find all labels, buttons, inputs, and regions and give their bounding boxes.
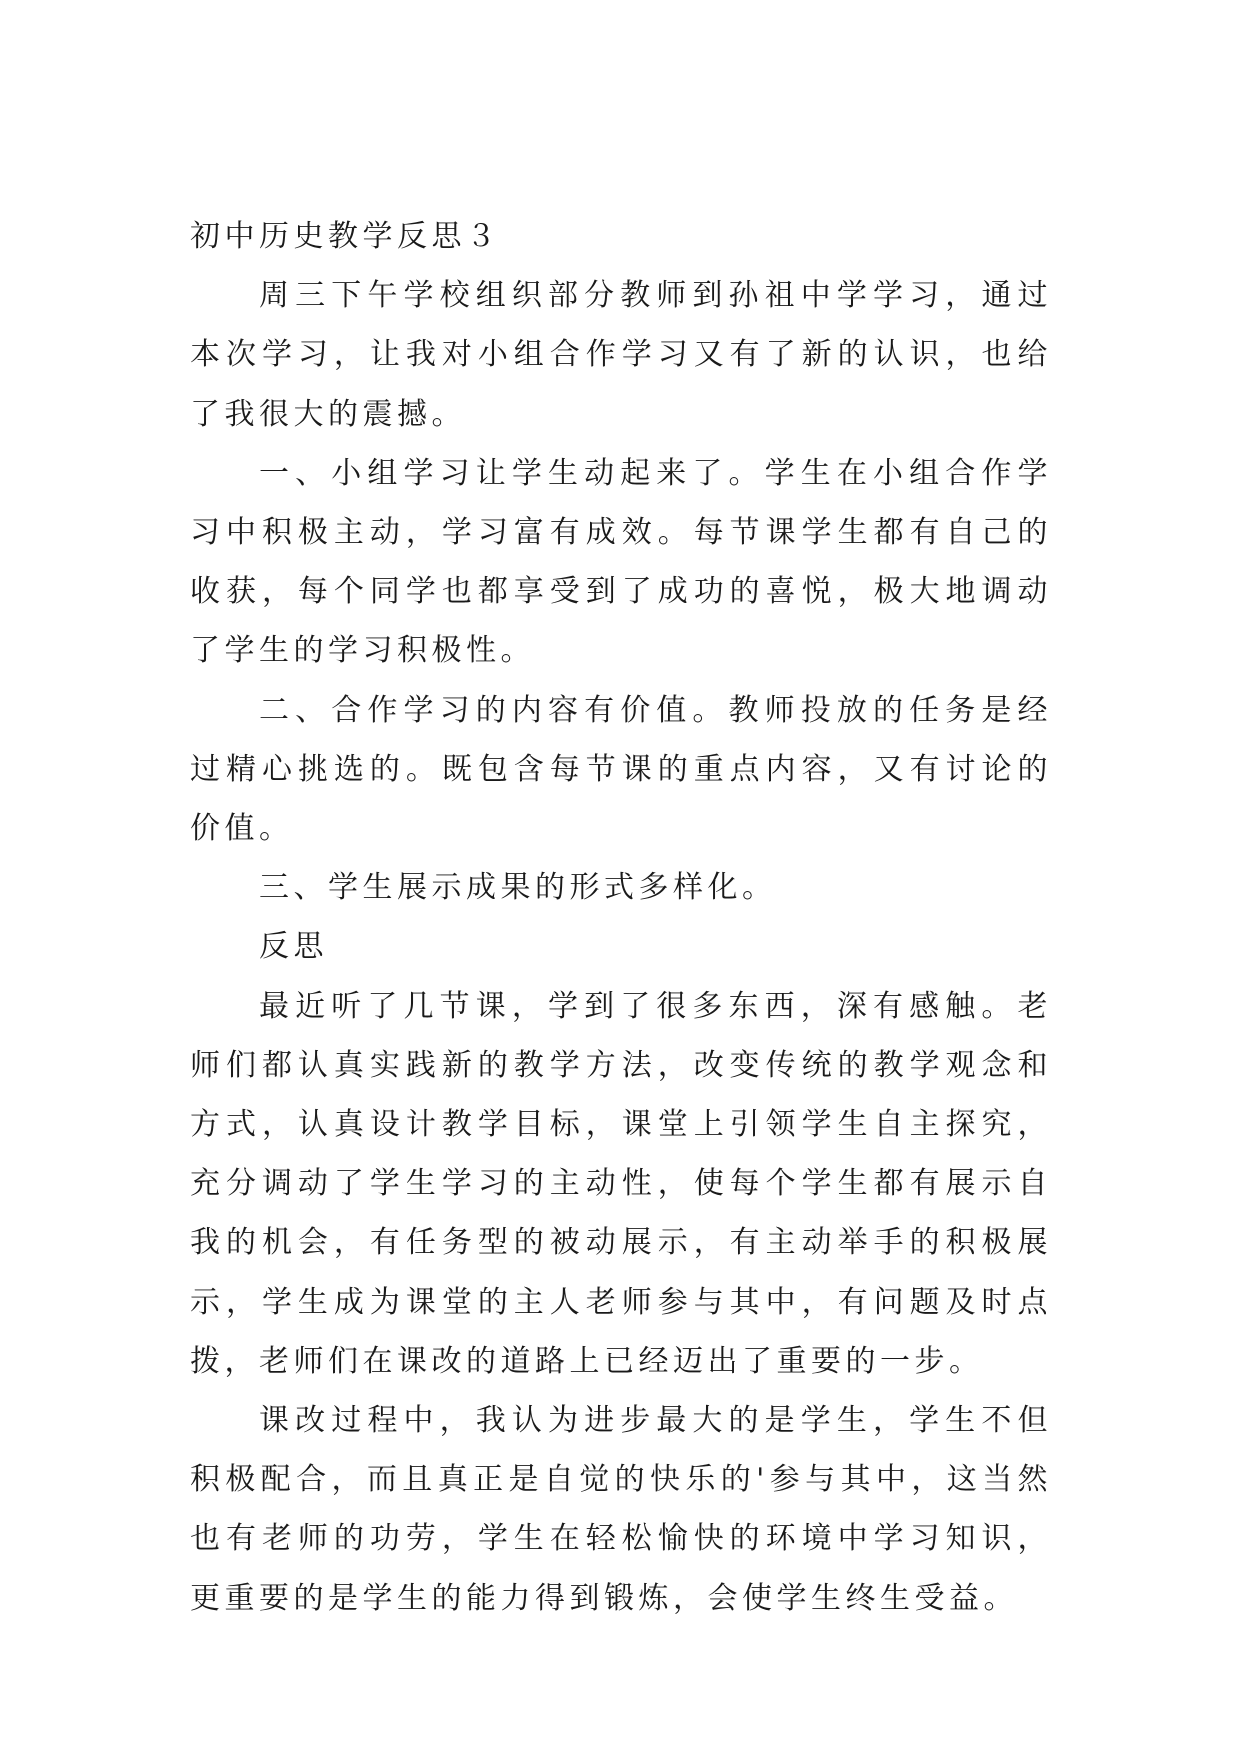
paragraph-reflection-one: 最近听了几节课，学到了很多东西，深有感触。老师们都认真实践新的教学方法，改变传统的教学观念和方式，认真设计教学目标，课堂上引领学生自主探究，充分调动了学生学习的主动性，使每个学生都有展示自我的机会，有任务型的被动展示，有主动举手的积极展示，学生成为课堂的主人老师参与其中，有问题及时点拨，老师们在课改的道路上已经迈出了重要的一步。: [190, 988, 1052, 1379]
paragraph-point-two: 二、合作学习的内容有价值。教师投放的任务是经过精心挑选的。既包含每节课的重点内容，又有讨论的价值。: [190, 692, 1052, 847]
section-heading-reflection: 反思: [259, 929, 328, 965]
paragraph-intro: 周三下午学校组织部分教师到孙祖中学学习，通过本次学习，让我对小组合作学习又有了新的认识，也给了我很大的震撼。: [190, 278, 1052, 432]
document-body: [190, 207, 1052, 1628]
document-title: 初中历史教学反思３: [190, 219, 501, 254]
paragraph-reflection-two: 课改过程中，我认为进步最大的是学生，学生不但积极配合，而且真正是自觉的快乐的'参与其中，这当然也有老师的功劳，学生在轻松愉快的环境中学习知识，更重要的是学生的能力得到锻炼，会使学生终生受益。: [190, 1403, 1052, 1616]
paragraph-point-three: 三、学生展示成果的形式多样化。: [259, 870, 777, 906]
paragraph-point-one: 一、小组学习让学生动起来了。学生在小组合作学习中积极主动，学习富有成效。每节课学生都有自己的收获，每个同学也都享受到了成功的喜悦，极大地调动了学生的学习积极性。: [190, 455, 1052, 669]
